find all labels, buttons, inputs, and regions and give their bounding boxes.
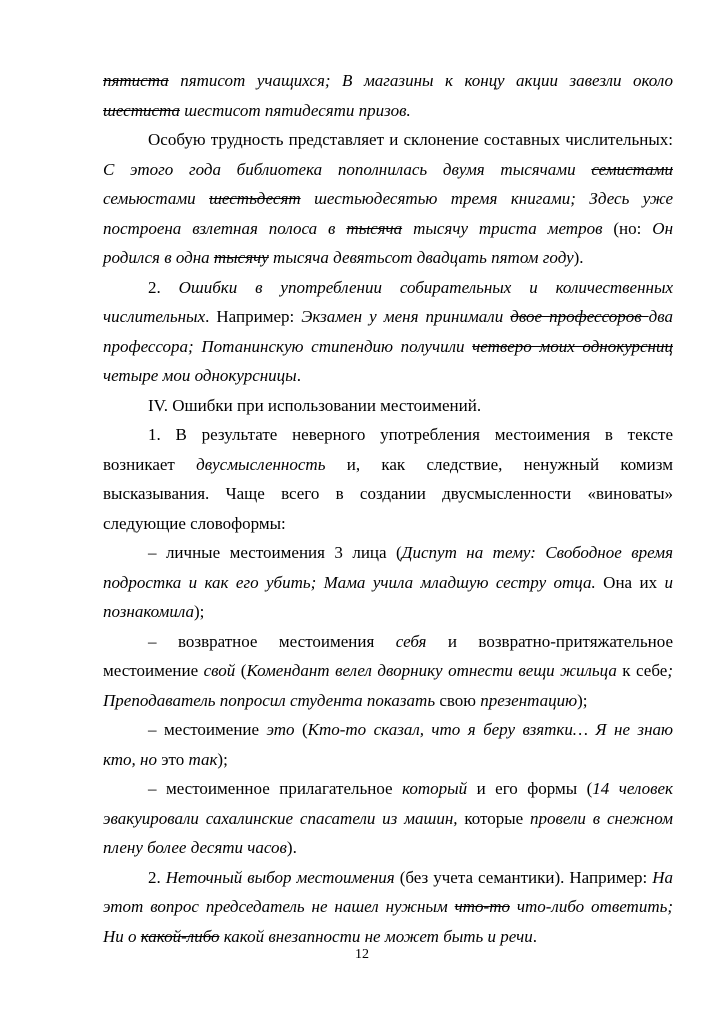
paragraph-2 <box>103 125 673 273</box>
body-sentence: которые <box>457 808 530 828</box>
body-text <box>103 66 673 951</box>
body-sentence: (но: <box>602 218 653 238</box>
section-term: свой <box>203 661 236 680</box>
paragraph-1 <box>103 66 673 125</box>
struck-word: тысяча <box>346 218 403 238</box>
example-text: шестьюдесятью тремя книгами; Здесь уже построена взлетная полоса в <box>103 189 674 238</box>
example-text: На этот вопрос председатель не нашел нужным <box>103 867 673 916</box>
body-sentence: это <box>156 749 189 769</box>
struck-word: шестиста <box>103 100 181 120</box>
body-sentence: и возвратно-притяжательное местоимение <box>103 631 673 680</box>
example-text: ; Преподаватель попросил студента показать <box>103 661 673 710</box>
list-item <box>103 627 673 716</box>
section-term: себя <box>395 631 427 651</box>
example-text: тысяча девятьсот двадцать пятом году <box>268 248 574 267</box>
body-sentence: к себе <box>616 661 668 680</box>
body-sentence: – местоимение <box>148 720 267 739</box>
example-text: так <box>188 749 218 769</box>
example-text: и познакомила <box>103 572 673 621</box>
body-sentence: ); <box>217 749 228 769</box>
example-text: Кто-то сказал, что я беру взятки… Я не знаю кто, но <box>103 720 673 769</box>
example-text: что-либо ответить; Ни о <box>103 897 673 946</box>
example-text: Диспут на тему: Свободное время подростка и как его убить; Мама учила младшую сестру отца. <box>103 543 673 592</box>
struck-word: что-то <box>454 897 510 916</box>
paragraph-3 <box>103 273 673 391</box>
paragraph-10 <box>103 863 673 952</box>
example-text: провели в снежном плену более десяти часов <box>103 808 673 857</box>
example-text: четыре мои однокурсницы <box>103 366 297 385</box>
example-text: какой внезапности не может быть и речи <box>219 926 533 946</box>
section-term: это <box>266 720 295 739</box>
body-sentence: Особую трудность представляет и склонение составных числительных: <box>148 130 673 149</box>
body-sentence: ). <box>573 248 584 267</box>
example-text: два профессора; Потанинскую стипендию получили <box>103 307 673 356</box>
body-sentence: . Например: <box>205 307 302 326</box>
section-term: двусмысленность <box>196 454 326 474</box>
list-item <box>103 715 673 774</box>
body-sentence: 1. В результате неверного употребления местоимения в тексте возникает <box>103 425 673 474</box>
struck-word: пятиста <box>103 71 169 90</box>
section-term: Неточный выбор местоимения <box>165 867 395 887</box>
example-text: С этого года библиотека пополнилась двумя тысячами <box>103 159 592 179</box>
body-sentence: – местоименное прилагательное <box>148 779 403 798</box>
body-sentence: ); <box>577 690 588 710</box>
struck-word: двое профессоров <box>510 307 649 326</box>
example-text: Комендант велел дворнику отнести вещи жильца <box>246 661 617 680</box>
struck-word: семистами <box>591 159 673 179</box>
body-sentence: . <box>296 366 301 385</box>
example-text: тысячу триста метров <box>402 218 603 238</box>
struck-word: тысячу <box>213 248 269 267</box>
example-text: семьюстами <box>103 189 210 208</box>
example-text: Экзамен у меня принимали <box>301 307 511 326</box>
struck-word: четверо моих однокурсниц <box>472 336 673 356</box>
heading-text: IV. Ошибки при использовании местоимений. <box>148 395 482 415</box>
section-heading <box>103 391 673 421</box>
section-term: Ошибки в употреблении собирательных и количественных числительных <box>103 277 674 326</box>
body-sentence: свою <box>435 690 481 710</box>
paragraph-5 <box>103 420 673 538</box>
example-text: шестисот пятидесяти призов. <box>180 100 411 120</box>
body-sentence: и его формы ( <box>467 779 593 798</box>
example-text: пятисот учащихся; В магазины к концу акции завезли около <box>168 71 673 90</box>
body-sentence: – возвратное местоимения <box>148 631 396 651</box>
body-sentence: Она их <box>595 572 665 592</box>
item-number: 2. <box>148 277 179 297</box>
body-sentence: ). <box>286 838 297 857</box>
body-sentence: и, как следствие, ненужный комизм высказывания. Чаще всего в создании двусмысленности «виноваты» следующие словоформы: <box>103 454 673 533</box>
body-sentence: . <box>532 926 537 946</box>
body-sentence: – личные местоимения 3 лица ( <box>148 543 402 562</box>
body-sentence: (без учета семантики). Например: <box>394 867 653 887</box>
example-text: Он родился в одна <box>103 218 674 267</box>
list-item <box>103 538 673 627</box>
body-sentence: ( <box>294 720 308 739</box>
struck-word: шестьдесят <box>209 189 301 208</box>
example-text: 14 человек эвакуировали сахалинские спасатели из машин, <box>103 779 673 828</box>
body-sentence: ); <box>193 602 205 621</box>
struck-word: какой-либо <box>140 926 220 946</box>
section-term: который <box>402 779 468 798</box>
list-item <box>103 774 673 863</box>
page-number: 12 <box>355 947 369 962</box>
example-text: презентацию <box>480 690 578 710</box>
body-sentence: ( <box>235 661 247 680</box>
item-number: 2. <box>148 867 166 887</box>
